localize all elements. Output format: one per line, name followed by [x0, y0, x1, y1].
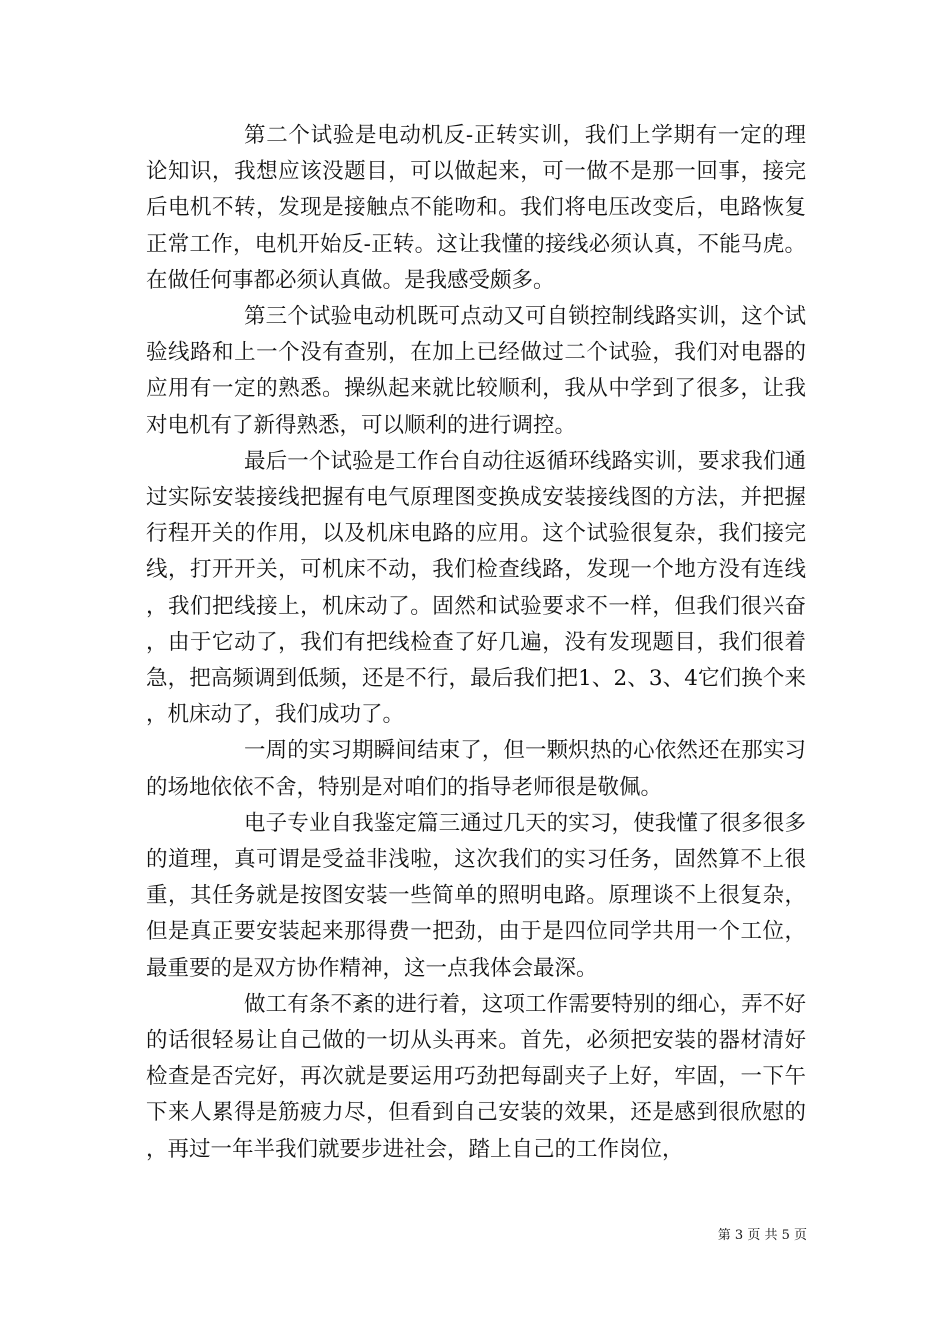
- paragraph-5: 电子专业自我鉴定篇三通过几天的实习，使我懂了很多很多的道理，真可谓是受益非浅啦，这次我们的实习任务，固然算不上很重，其任务就是按图安装一些简单的照明电路。原理谈不上很复杂，但是真正要安装起来那得费一把劲，由于是四位同学共用一个工位，最重要的是双方协作精神，这一点我体会最深。: [146, 810, 806, 981]
- paragraph-3: 最后一个试验是工作台自动往返循环线路实训，要求我们通过实际安装接线把握有电气原理图变换成安装接线图的方法，并把握行程开关的作用，以及机床电路的应用。这个试验很复杂，我们接完线，打开开关，可机床不动，我们检查线路，发现一个地方没有连线，我们把线接上，机床动了。固然和试验要求不一样，但我们很兴奋，由于它动了，我们有把线检查了好几遍，没有发现题目，我们很着急，把高频调到低频，还是不行，最后我们把1、2、3、4它们换个来，机床动了，我们成功了。: [146, 448, 806, 728]
- paragraph-4: 一周的实习期瞬间结束了，但一颗炽热的心依然还在那实习的场地依依不舍，特别是对咱们的指导老师很是敬佩。: [146, 738, 806, 800]
- body-text: [146, 118, 806, 1168]
- paragraph-6: 做工有条不紊的进行着，这项工作需要特别的细心，弄不好的话很轻易让自己做的一切从头再来。首先，必须把安装的器材清好检查是否完好，再次就是要运用巧劲把每副夹子上好，牢固，一下午下来人累得是筋疲力尽，但看到自己安装的效果，还是感到很欣慰的，再过一年半我们就要步进社会，踏上自己的工作岗位，: [146, 991, 806, 1162]
- page-number-footer: 第 3 页 共 5 页: [717, 1228, 807, 1243]
- paragraph-2: 第三个试验电动机既可点动又可自锁控制线路实训，这个试验线路和上一个没有查别，在加上已经做过二个试验，我们对电器的应用有一定的熟悉。操纵起来就比较顺利，我从中学到了很多，让我对电机有了新得熟悉，可以顺利的进行调控。: [146, 304, 806, 438]
- paragraph-1: 第二个试验是电动机反-正转实训，我们上学期有一定的理论知识，我想应该没题目，可以做起来，可一做不是那一回事，接完后电机不转，发现是接触点不能吻和。我们将电压改变后，电路恢复正常工作，电机开始反-正转。这让我懂的接线必须认真，不能马虎。在做任何事都必须认真做。是我感受颇多。: [146, 123, 806, 293]
